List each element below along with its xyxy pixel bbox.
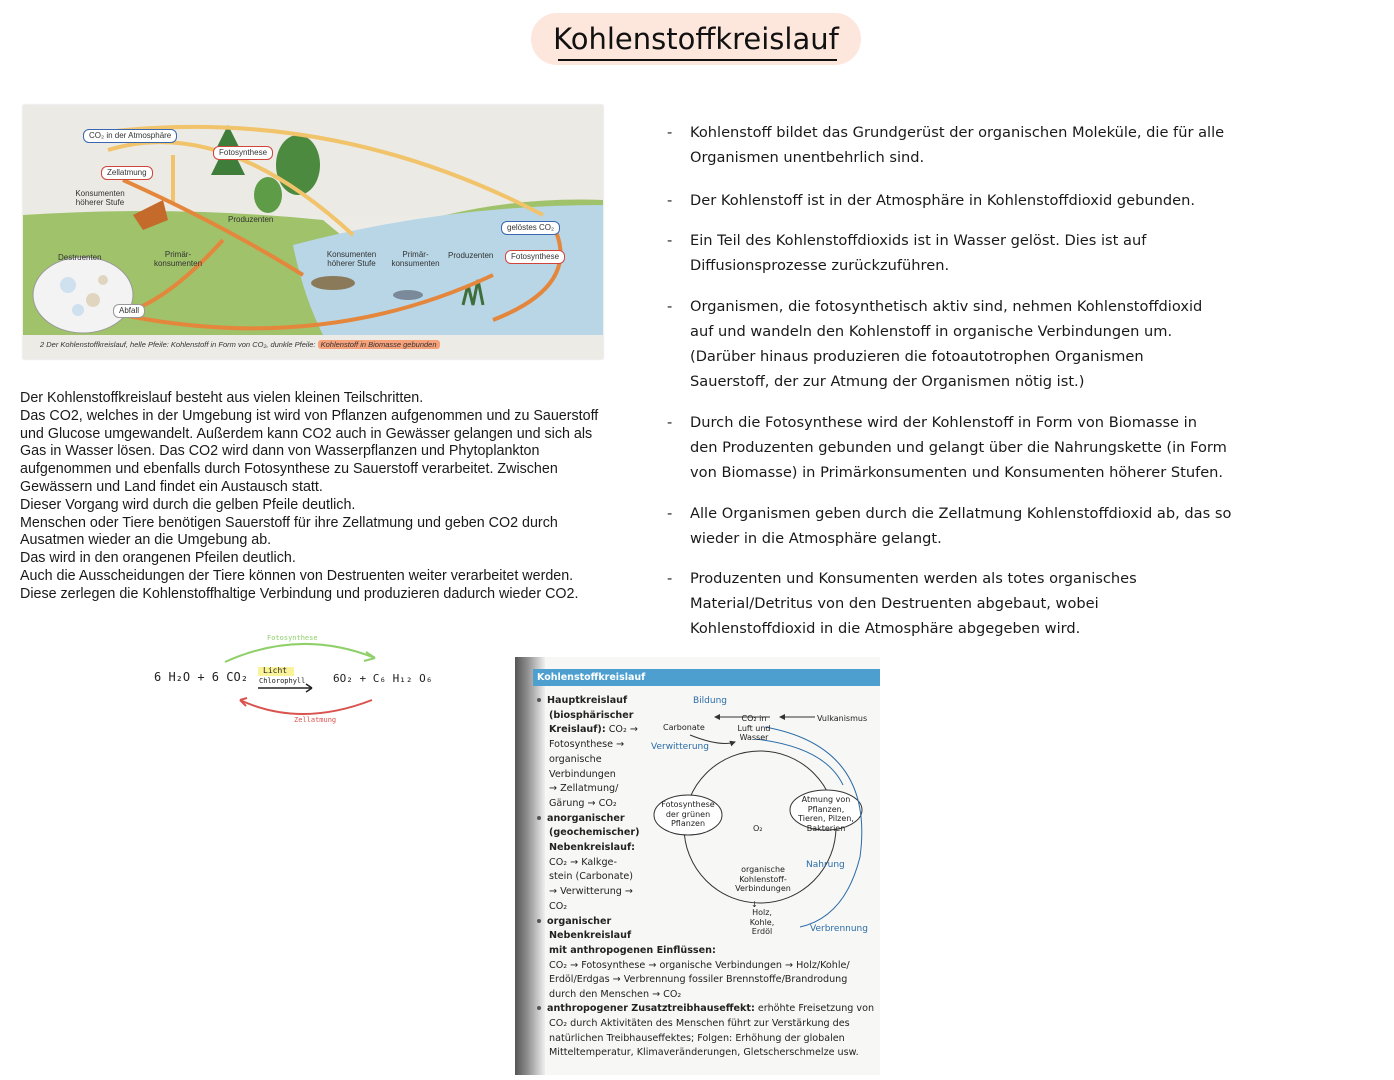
bullet-line: Alle Organismen geben durch die Zellatmung Kohlenstoffdioxid ab, das so [690, 505, 1232, 522]
book-text: Gärung → CO₂ [549, 797, 617, 809]
book-bold-text: anthropogener Zusatztreibhauseffekt: [547, 1003, 755, 1015]
book-text: CO₂ [549, 900, 568, 912]
paragraph-line: Auch die Ausscheidungen der Tiere können von Destruenten weiter verarbeitet werden. [20, 567, 574, 584]
bullet-item [667, 120, 1224, 170]
label-zellatmung: Zellatmung [101, 166, 153, 180]
bullet-line: Kohlenstoffdioxid in die Atmosphäre abgegeben wird. [690, 620, 1081, 637]
bullet-line: Material/Detritus von den Destruenten abgebaut, wobei [690, 595, 1099, 612]
paragraph-line: Gewässern und Land findet ein Austausch statt. [20, 478, 323, 495]
bullet-line: auf und wandeln den Kohlenstoff in organische Verbindungen um. [690, 323, 1173, 340]
bullet-line: Sauerstoff, der zur Atmung der Organismen nötig ist.) [690, 373, 1085, 390]
bullet-line: Produzenten und Konsumenten werden als totes organisches [690, 570, 1137, 587]
paragraph-line: Ausatmen wieder an die Umgebung ab. [20, 532, 272, 549]
book-text: CO₂ → Kalkge- [549, 856, 617, 868]
eq-fotosynthese-label: Fotosynthese [267, 634, 318, 642]
diag-arrow-down: ↓ [751, 900, 758, 909]
bullet-line: (Darüber hinaus produzieren die fotoautotrophen Organismen [690, 348, 1144, 365]
diag-verbrennung: Verbrennung [810, 924, 868, 934]
bullet-line: von Biomasse) in Primärkonsumenten und Konsumenten höherer Stufen. [690, 464, 1224, 481]
label-produzenten-wasser: Produzenten [448, 251, 494, 260]
book-text: → Verwitterung → [549, 886, 633, 898]
bullet-item [667, 188, 1195, 213]
paragraph-line: und Glucose umgewandelt. Außerdem kann CO2 auch in Gewässer gelangen und sich als [20, 425, 593, 442]
diag-bildung: Bildung [693, 696, 728, 706]
bullet-line: Diffusionsprozesse zurückzuführen. [690, 257, 950, 274]
paragraph-line: Menschen oder Tiere benötigen Sauerstoff für ihre Zellatmung und geben CO2 durch [20, 514, 558, 531]
paragraph-line: Der Kohlenstoffkreislauf besteht aus vielen kleinen Teilschritten. [20, 390, 424, 406]
figure-caption [40, 340, 440, 349]
eq-left-side: 6 H₂O + 6 CO₂ [154, 670, 248, 684]
book-text: natürlichen Treibhauseffektes; Folgen: Erhöhung der globalen [549, 1032, 845, 1044]
title-pill [531, 13, 861, 65]
bullet-item [667, 228, 1146, 278]
diag-o2: O₂ [753, 824, 763, 833]
book-text: → Zellatmung/ [549, 783, 619, 795]
bullet-dash: - [667, 124, 673, 141]
paragraph-line: Das CO2, welches in der Umgebung ist wird von Pflanzen aufgenommen und zu Sauerstoff [20, 407, 599, 424]
label-konsumenten-hoeher-wasser: Konsumenten höherer Stufe [326, 250, 377, 268]
label-primaerkonsumenten-land: Primär- konsumenten [153, 250, 203, 268]
book-text: Erdöl/Erdgas → Verbrennung fossiler Brennstoffe/Brandrodung [549, 974, 848, 986]
paragraph-line: Gas in Wasser lösen. Das CO2 wird dann von Wasserpflanzen und Phytoplankton [20, 443, 540, 460]
book-bold-text: organischer [547, 915, 612, 927]
book-text: CO₂ → [605, 724, 638, 736]
photosynthesis-equation [150, 630, 450, 740]
bullet-item [667, 566, 1137, 641]
paragraph-line: aufgenommen und ebenfalls durch Fotosynthese zu Sauerstoff verarbeitet. Zwischen [20, 461, 558, 478]
bullet-item [667, 501, 1231, 551]
bullet-line: den Produzenten gebunden und gelangt über die Nahrungskette (in Form [690, 439, 1227, 456]
diag-vulkanismus: Vulkanismus [817, 714, 868, 723]
bullet-line: Organismen unentbehrlich sind. [690, 149, 925, 166]
eq-licht: Licht [263, 666, 288, 675]
bullet-line: Ein Teil des Kohlenstoffdioxids ist in Wasser gelöst. Dies ist auf [690, 232, 1147, 249]
book-bold-text: anorganischer [547, 812, 625, 824]
label-abfall: Abfall [113, 304, 145, 318]
eq-zellatmung-label: Zellatmung [294, 716, 337, 724]
textbook-page [515, 657, 880, 1075]
bullet-line: Organismen, die fotosynthetisch aktiv sind, nehmen Kohlenstoffdioxid [690, 298, 1203, 315]
book-text: CO₂ → Fotosynthese → organische Verbindungen → Holz/Kohle/ [549, 959, 850, 971]
bullet-dash: - [667, 298, 673, 315]
diag-atmung: Atmung von Pflanzen, Tieren, Pilzen, Bakterien [798, 795, 854, 833]
bullet-line: Kohlenstoff bildet das Grundgerüst der organischen Moleküle, die für alle [690, 124, 1225, 141]
book-bold-text: mit anthropogenen Einflüssen: [549, 945, 716, 956]
book-bold-text: Nebenkreislauf [549, 930, 632, 942]
label-geloestes-co2: gelöstes CO₂ [501, 221, 560, 235]
bullet-item [667, 294, 1202, 394]
book-bold-text: Kreislauf): [549, 724, 606, 736]
bullet-dash: - [667, 232, 673, 249]
bullet-dash: - [667, 570, 673, 587]
bullet-line: Durch die Fotosynthese wird der Kohlenstoff in Form von Biomasse in [690, 414, 1197, 431]
eq-chlorophyll: Chlorophyll [259, 677, 306, 685]
book-bold-text: Nebenkreislauf: [549, 842, 635, 853]
explanation-paragraph [20, 390, 640, 604]
bullet-line: Der Kohlenstoff ist in der Atmosphäre in Kohlenstoffdioxid gebunden. [690, 192, 1195, 209]
book-text: CO₂ durch Aktivitäten des Menschen führt zur Verstärkung des [549, 1018, 850, 1029]
book-text: durch den Menschen → CO₂ [549, 988, 682, 1000]
title-underline [558, 59, 837, 61]
bullet-dash: - [667, 192, 673, 209]
book-text: Mitteltemperatur, Klimaveränderungen, Gletscherschmelze usw. [549, 1047, 859, 1059]
diag-holz-kohle-erdoel: Holz, Kohle, Erdöl [749, 908, 775, 936]
paragraph-line: Dieser Vorgang wird durch die gelben Pfeile deutlich. [20, 496, 356, 513]
bullet-line: wieder in die Atmosphäre gelangt. [690, 530, 942, 547]
diag-verwitterung: Verwitterung [651, 742, 709, 752]
paragraph-line: Diese zerlegen die Kohlenstoffhaltige Verbindung und produzieren dadurch wieder CO2. [20, 585, 579, 602]
book-text: Fotosynthese → [549, 739, 625, 751]
label-co2-atmosphere: CO₂ in der Atmosphäre [83, 129, 177, 143]
book-text: Verbindungen [549, 768, 616, 780]
label-konsumenten-hoeher-land: Konsumenten höherer Stufe [75, 189, 125, 207]
book-header: Kohlenstoffkreislauf [533, 669, 880, 686]
label-fotosynthese-wasser: Fotosynthese [505, 250, 565, 264]
caption-text: 2 Der Kohlenstoffkreislauf, helle Pfeile: Kohlenstoff in Form von CO₂, dunkle Pfeile: [40, 340, 316, 349]
label-fotosynthese-land: Fotosynthese [213, 146, 273, 160]
label-produzenten-land: Produzenten [228, 215, 274, 224]
diag-organische-verbindungen: organische Kohlenstoff- Verbindungen [735, 865, 791, 893]
bullet-dash: - [667, 414, 673, 431]
diag-co2-luft-wasser: CO₂ in Luft und Wasser [737, 714, 771, 742]
bullet-dash: - [667, 505, 673, 522]
book-text: erhöhte Freisetzung von [754, 1003, 875, 1015]
eq-right-side: 6O₂ + C₆ H₁₂ O₆ [333, 672, 433, 685]
carbon-cycle-figure [23, 105, 603, 359]
book-text: organische [549, 753, 602, 765]
bullet-item [667, 410, 1227, 485]
book-text: stein (Carbonate) [549, 871, 634, 883]
label-destruenten: Destruenten [58, 253, 102, 262]
book-bold-text: Hauptkreislauf [547, 695, 628, 706]
book-bold-text: (biosphärischer [549, 709, 634, 721]
diag-fotosynthese: Fotosynthese der grünen Pflanzen [661, 800, 715, 828]
diag-carbonate: Carbonate [663, 723, 705, 732]
label-primaerkonsumenten-wasser: Primär- konsumenten [391, 250, 440, 268]
diag-nahrung: Nahrung [806, 860, 845, 870]
book-bold-text: (geochemischer) [549, 827, 640, 839]
paragraph-line: Das wird in den orangenen Pfeilen deutlich. [20, 550, 296, 567]
page-title: Kohlenstoffkreislauf [553, 22, 839, 56]
caption-highlight: Kohlenstoff in Biomasse gebunden [318, 340, 440, 349]
